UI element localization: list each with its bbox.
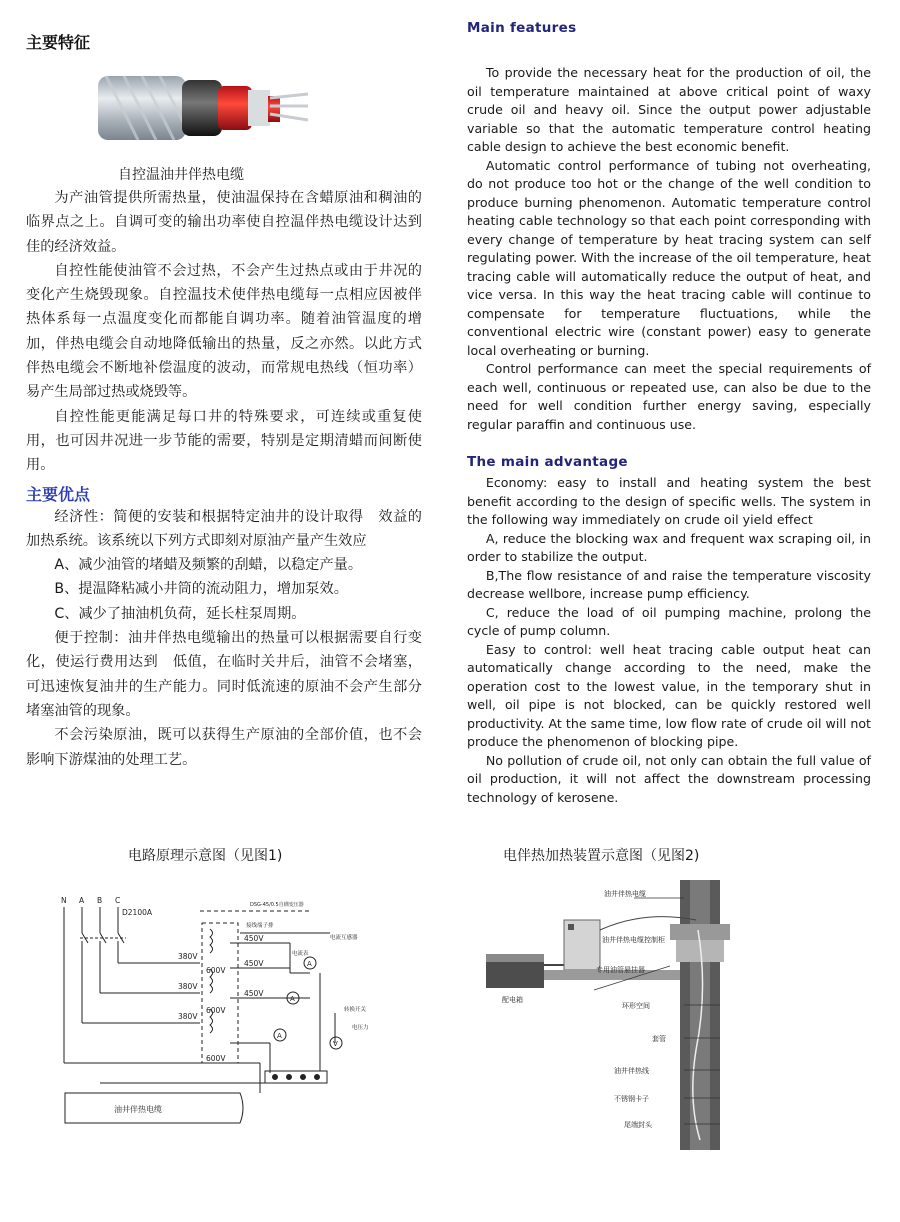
chinese-column: [26, 30, 426, 53]
paragraph: 自控性能使油管不会过热，不会产生过热点或由于井况的变化产生烧毁现象。自控温技术使伴热电缆每一点相应因被伴热体系每一点温度变化而都能自调功率。随着油管温度的增加，伴热电缆会自动地降低输出的热量，反之亦然。以此方式伴热电缆会不断地补偿温度的波动，而常规电热线（恒功率）易产生局部过热或烧毁等。: [26, 262, 422, 401]
paragraph: 为产油管提供所需热量，使油温保持在含蜡原油和稠油的临界点之上。自调可变的输出功率使自控温伴热电缆设计达到 佳的经济效益。: [26, 190, 437, 255]
paragraph: Automatic control performance of tubing not overheating, do not produce too hot or the change of the well condition to produce burning phenomenon. Automatic temperature control heating cable technology so that each point corresponding with every change of temperature by heat tracing system can self regulating power. With the increase of the oil temperature, heat tracing cable will automatically reduce the output of heat, and vice versa. In this way the heat tracing cable will continue to compensate for temperature fluctuations, while the conventional electric wire (constant power) easy to generate local overheating or burning.: [467, 157, 871, 358]
paragraph: B,The flow resistance of and raise the temperature viscosity decrease wellbore, increase pump efficiency.: [467, 567, 871, 601]
phase-a-label: A: [79, 896, 85, 905]
phase-n-label: N: [61, 896, 67, 905]
voltage-label: 450V: [244, 934, 264, 943]
fig1-caption: 电路原理示意图（见图1): [128, 848, 283, 864]
hanger-label: 专用油管悬挂器: [596, 966, 645, 974]
voltage-label: 380V: [178, 1012, 198, 1021]
paragraph: B、提温降粘减小井筒的流动阻力，增加泵效。: [54, 581, 348, 598]
terminal-label: 接线端子排: [246, 923, 274, 929]
voltage-label: 600V: [206, 966, 226, 975]
heat-cable-label: 油井伴热线: [614, 1067, 649, 1075]
cabinet-label: 油井伴热电缆控制柜: [602, 936, 665, 944]
annulus-label: 环形空间: [622, 1002, 650, 1010]
paragraph: A, reduce the blocking wax and frequent wax scraping oil, in order to stabilize the output.: [467, 530, 871, 564]
advantage-heading-en: The main advantage: [467, 454, 628, 470]
voltage-label: 450V: [244, 989, 264, 998]
transformer-label: DSG-45/0.5自耦变压器: [250, 902, 304, 908]
paragraph: Easy to control: well heat tracing cable output heat can automatically change according to the need, make the operation cost to the lowest value, in the temporary shut in well, oil pipe is not blocked, can be quickly restored well productivity. At the same time, low flow rate of crude oil will not produce the phenomenon of blocking pipe.: [467, 641, 871, 749]
paragraph: 不会污染原油，既可以获得生产原油的全部价值，也不会影响下游煤油的处理工艺。: [26, 727, 422, 768]
paragraph: To provide the necessary heat for the production of oil, the oil temperature maintained at above critical point of waxy crude oil and heavy oil. Since the output power adjustable variable so that the automatic temperature control heating cable design to achieve the best economic benefit.: [467, 65, 871, 154]
meter-v-symbol: V: [333, 1040, 338, 1048]
distribution-box-label: 配电箱: [502, 996, 523, 1004]
paragraph: C、减少了抽油机负荷，延长柱泵周期。: [54, 605, 306, 622]
cable-top-label: 油井伴热电缆: [604, 890, 646, 898]
paragraph: Control performance can meet the special requirements of each well, continuous or repeated use, can also be due to the need for well condition further energy saving, especially regular paraffin and continuous use.: [467, 361, 871, 432]
meter-a-symbol: A: [307, 960, 312, 968]
phase-b-label: B: [97, 896, 103, 905]
switch-label: 转换开关: [344, 1007, 367, 1013]
phase-c-label: C: [115, 896, 121, 905]
paragraph: 经济性：简便的安装和根据特定油井的设计取得 效益的加热系统。该系统以下列方式即刻对原油产量产生效应: [26, 508, 422, 549]
cable-caption: 自控温油井伴热电缆: [118, 167, 244, 183]
ammeter-label: 电流表: [292, 951, 309, 957]
meter-a-symbol: A: [277, 1032, 282, 1040]
english-column: [467, 20, 871, 807]
breaker-label: D2100A: [122, 908, 152, 917]
voltmeter-label: 电压力: [352, 1025, 369, 1031]
cable-illustration: [98, 68, 310, 154]
paragraph: 便于控制：油井伴热电缆输出的热量可以根据需要自行变化，使运行费用达到 低值，在临时关井后，油管不会堵塞，可迅速恢复油井的生产能力。同时低流速的原油不会产生部分堵塞油管的现象。: [26, 630, 422, 719]
clamp-label: 不锈钢卡子: [614, 1095, 649, 1103]
end-seal-label: 尾端封头: [624, 1121, 652, 1129]
paragraph: Economy: easy to install and heating system the best benefit according to the design of specific wells. The system in the following way immediately on crude oil yield effect: [467, 475, 871, 527]
circuit-diagram: [60, 893, 390, 1133]
voltage-label: 380V: [178, 952, 198, 961]
voltage-label: 380V: [178, 982, 198, 991]
paragraph: No pollution of crude oil, not only can obtain the full value of oil production, it will not affect the downstream processing technology of kerosene.: [467, 752, 871, 805]
features-heading-en: Main features: [467, 20, 577, 36]
meter-a-symbol: A: [290, 995, 295, 1003]
voltage-label: 450V: [244, 959, 264, 968]
paragraph: A、减少油管的堵蜡及频繁的刮蜡，以稳定产量。: [54, 557, 363, 574]
well-heating-diagram: [484, 870, 794, 1160]
advantage-heading-cn: 主要优点: [26, 484, 91, 504]
fig2-caption: 电伴热加热装置示意图（见图2): [503, 848, 700, 864]
voltage-label: 600V: [206, 1054, 226, 1063]
paragraph: C, reduce the load of oil pumping machine, prolong the cycle of pump column.: [467, 604, 871, 638]
ct-label: 电流互感器: [330, 935, 358, 941]
paragraph: 自控性能更能满足每口井的特殊要求，可连续或重复使用，也可因井况进一步节能的需要，特别是定期清蜡而间断使用。: [26, 408, 422, 474]
features-body-cn: [26, 186, 437, 772]
voltage-label: 600V: [206, 1006, 226, 1015]
cable-label: 油井伴热电缆: [114, 1105, 162, 1114]
casing-label: 套管: [652, 1035, 666, 1043]
features-heading-cn: 主要特征: [26, 33, 91, 52]
